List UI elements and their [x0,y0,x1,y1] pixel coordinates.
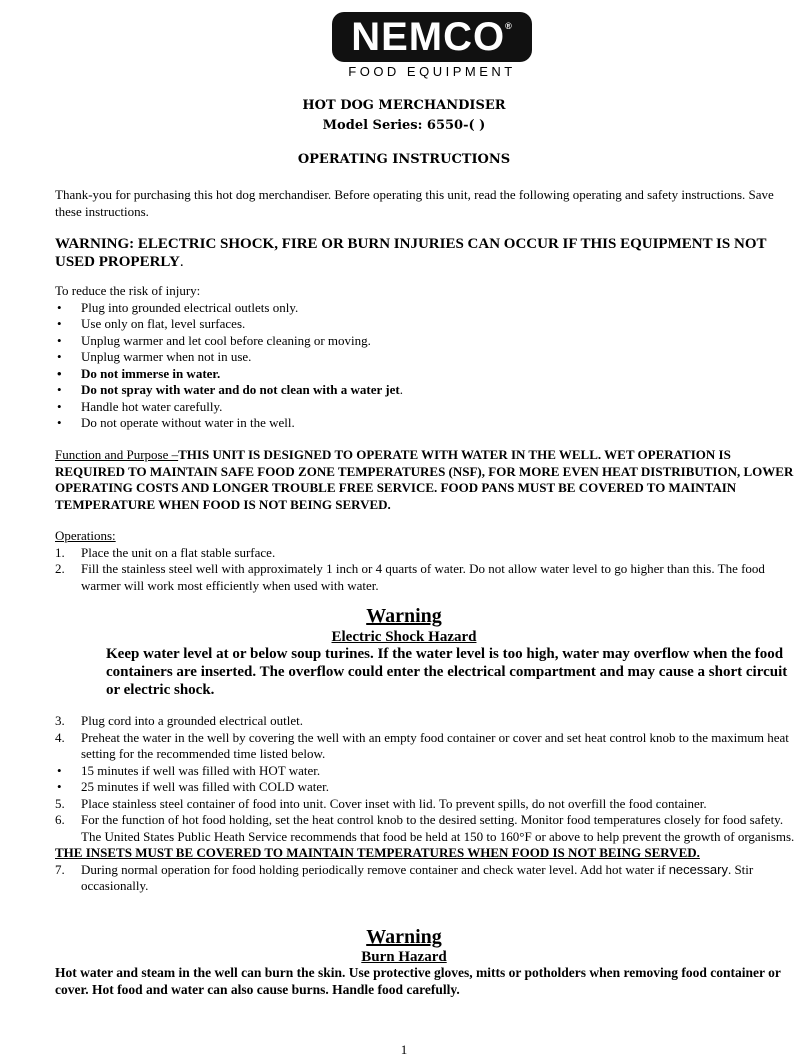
main-warning-period: . [179,254,184,270]
risk-intro: To reduce the risk of injury: [55,283,201,298]
step-number: 5. [55,795,65,811]
steps-list-a [55,545,800,595]
function-label: Function and Purpose – [55,447,179,462]
list-item [55,382,800,399]
warning-burn-title: Warning [366,926,442,948]
list-item: • 15 minutes if well was filled with HOT water. [55,763,800,780]
step-number: 7. [55,861,65,877]
step-text: Plug cord into a grounded electrical outlet. [81,713,304,728]
step-text-emphasis: necessary [668,861,728,877]
intro-paragraph: Thank-you for purchasing this hot dog merchandiser. Before operating this unit, read the following operating and safety instructions. Save these instructions. [55,187,774,219]
step-number: 3. [55,713,65,728]
insets-notice: THE INSETS MUST BE COVERED TO MAINTAIN TEMPERATURES WHEN FOOD IS NOT BEING SERVED. [55,845,700,860]
operations-continued [55,713,800,895]
list-item [55,862,800,895]
list-item-bold: Do not spray with water and do not clean with a water jet [81,382,400,397]
warning-shock-title: Warning [366,605,442,627]
operations-label: Operations: [55,528,116,543]
step-number: 4. [55,729,65,745]
list-item-period: . [399,382,403,397]
list-item [55,796,800,813]
main-warning-text: WARNING: ELECTRIC SHOCK, FIRE OR BURN INJURIES CAN OCCUR IF THIS EQUIPMENT IS NOT USED PROPERLY [55,236,767,270]
list-item [55,730,800,763]
page-number: 1 [400,1042,408,1057]
step-number: 6. [55,812,65,827]
function-text: THIS UNIT IS DESIGNED TO OPERATE WITH WATER IN THE WELL. WET OPERATION IS REQUIRED TO MAINTAIN SAFE FOOD ZONE TEMPERATURES (NSF), FOR MORE EVEN HEAT DISTRIBUTION, LOWER OPERATING COSTS AND LONGER TROUBLE FREE SERVICE. FOOD PANS MUST BE COVERED TO MAINTAIN TEMPERATURE WHEN FOOD IS NOT BEING SERVED. [55,447,794,512]
logo-badge [332,12,532,62]
steps-list-d [55,862,800,895]
list-item: • Do not immerse in water. [55,366,800,383]
warning-shock-subtitle: Electric Shock Hazard [331,629,477,645]
logo-brand: NEMCO [351,15,506,59]
main-warning [55,235,800,271]
preheat-list [55,763,800,796]
step-number: 2. [55,561,65,576]
step-text: For the function of hot food holding, set the heat control knob to the desired setting. Monitor food temperatures closely for food safety. The United States Public Heath Service recommends that food be held at 150 to 160°F or above to help prevent the growth of organisms. [81,812,795,844]
operations-section [55,528,800,594]
list-item: • Unplug warmer and let cool before cleaning or moving. [55,333,800,350]
section-heading: OPERATING INSTRUCTIONS [297,152,511,167]
nemco-logo [332,12,532,79]
warning-burn-subtitle: Burn Hazard [361,949,447,965]
warning-shock-text: Keep water level at or below soup turines. If the water level is too high, water may overflow when the food containers are inserted. The overflow could enter the electrical compartment and may cause a short circuit or electric shock. [106,646,788,698]
list-item: • Handle hot water carefully. [55,399,800,416]
logo-tagline: FOOD EQUIPMENT [348,64,516,79]
step-text: Place stainless steel container of food into unit. Cover inset with lid. To prevent spills, do not overfill the food container. [81,795,707,811]
list-item [55,561,800,594]
step-number: 1. [55,544,65,560]
risk-list [55,300,800,432]
list-item [55,545,800,562]
function-purpose [55,447,800,513]
list-item: • Do not operate without water in the well. [55,415,800,432]
logo-registered: ® [505,21,513,31]
list-item: • Plug into grounded electrical outlets only. [55,300,800,317]
step-text: Place the unit on a flat stable surface. [81,544,276,560]
step-text: Preheat the water in the well by covering the well with an empty food container or cover and set heat control knob to the maximum heat setting for the recommended time listed below. [81,729,789,761]
list-item [55,812,800,845]
step-text: Fill the stainless steel well with approximately 1 inch or 4 quarts of water. Do not allow water level to go higher than this. The food warmer will work most efficiently when used with water. [81,561,765,593]
steps-list-b [55,713,800,763]
list-item [55,713,800,730]
doc-title: HOT DOG MERCHANDISER [302,98,506,113]
steps-list-c [55,796,800,846]
list-item: • 25 minutes if well was filled with COLD water. [55,779,800,796]
step-text-end: . Stir occasionally. [81,861,754,893]
warning-burn-text: Hot water and steam in the well can burn the skin. Use protective gloves, mitts or potholders when removing food container or cover. Hot food and water can also cause burns. Handle food carefully. [55,965,781,997]
step-text: During normal operation for food holding periodically remove container and check water level. Add hot water if [81,861,669,877]
risk-section [55,283,800,432]
list-item: • Use only on flat, level surfaces. [55,316,800,333]
list-item: • Unplug warmer when not in use. [55,349,800,366]
model-series: Model Series: 6550-( ) [322,118,486,133]
